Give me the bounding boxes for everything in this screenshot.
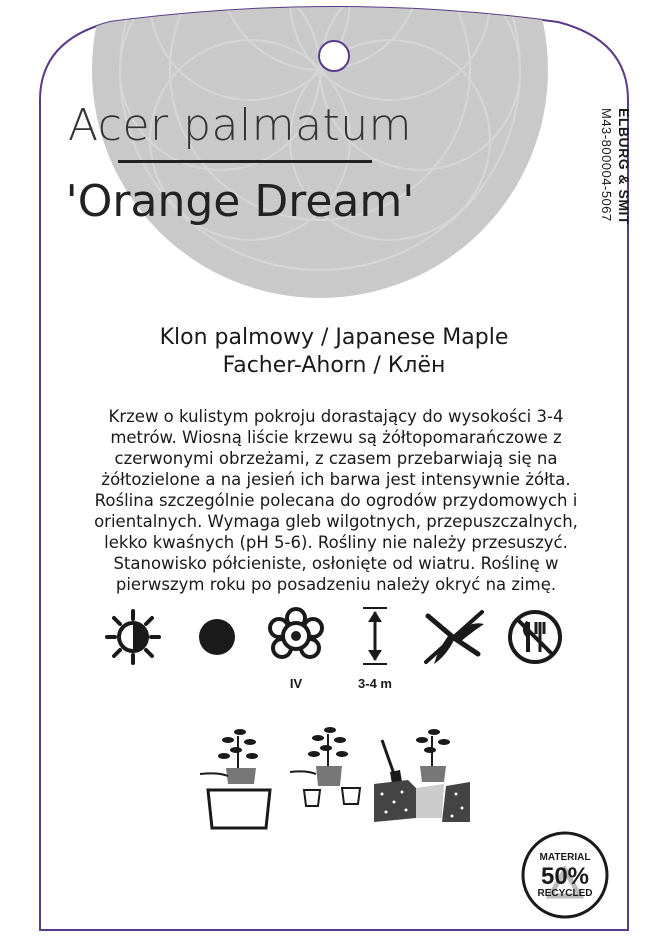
- shade-dot-icon: [196, 616, 238, 658]
- planting-step-hole-icon: [372, 722, 472, 826]
- common-names-line1: Klon palmowy / Japanese Maple: [159, 325, 509, 350]
- planting-step-remove-pot-icon: [290, 722, 370, 822]
- description-line: czerwonymi obrzeżami, z czasem przebarwiają się na: [114, 449, 558, 468]
- description-line: metrów. Wiosną liście krzewu są żółtopomarańczowe z: [110, 428, 562, 447]
- product-code: M43-800004-5067: [599, 108, 614, 222]
- description-line: pierwszym roku po posadzeniu należy okryć na zimę.: [115, 575, 557, 594]
- description-line: Roślina szczególnie polecana do ogrodów przydomowych i: [94, 491, 578, 510]
- description-line: Stanowisko półcieniste, osłonięte od wiatru. Roślinę w: [113, 554, 559, 573]
- description-line: Krzew o kulistym pokroju dorastający do wysokości 3-4: [108, 407, 564, 426]
- brand-name: ELBURG & SMIT: [616, 108, 632, 225]
- bloom-month-label: IV: [289, 676, 303, 691]
- no-cutting-icon: [506, 608, 564, 666]
- half-shade-sun-icon: [104, 608, 162, 666]
- common-names-line2: Facher-Ahorn / Клён: [222, 353, 446, 378]
- cultivar-name: 'Orange Dream': [65, 176, 415, 227]
- badge-top-text: MATERIAL: [539, 852, 591, 863]
- badge-bottom-text: RECYCLED: [537, 888, 593, 899]
- planting-step-pot-icon: [196, 722, 280, 832]
- height-label: 3-4 m: [358, 676, 392, 691]
- description-line: orientalnych. Wymaga gleb wilgotnych, przepuszczalnych,: [94, 512, 578, 531]
- flower-icon: [266, 606, 326, 666]
- height-arrow-icon: [360, 606, 390, 666]
- common-names: [0, 324, 668, 380]
- description: [66, 406, 606, 595]
- recycled-material-badge: [520, 830, 610, 920]
- latin-name: Acer palmatum: [67, 100, 413, 151]
- badge-percent-text: 50%: [540, 863, 590, 890]
- hang-hole: [319, 41, 349, 71]
- brand-block: [599, 108, 632, 268]
- description-line: żółtozielone a na jesień ich barwa jest intensywnie żółta.: [101, 470, 571, 489]
- description-line: lekko kwaśnych (pH 5-6). Rośliny nie należy przesuszyć.: [104, 533, 568, 552]
- no-pruning-shears-icon: [420, 606, 488, 668]
- title-divider: [118, 160, 372, 163]
